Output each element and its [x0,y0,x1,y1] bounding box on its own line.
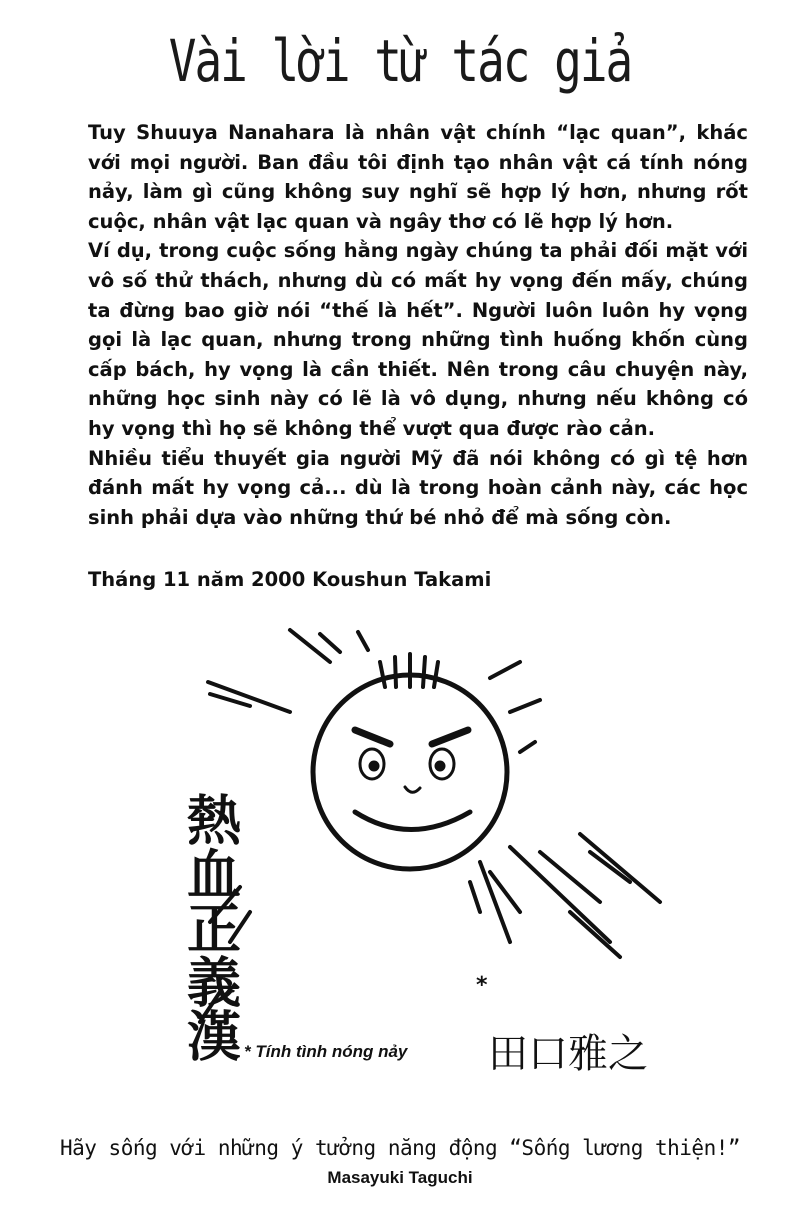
page-title: Vài lời từ tác giả [168,27,632,95]
signoff: Tháng 11 năm 2000 Koushun Takami [88,568,492,591]
motto: Hãy sống với những ý tưởng năng động “Sống lương thiện!” [59,1136,740,1160]
author-name: Masayuki Taguchi [327,1168,473,1187]
footnote: * Tính tình nóng nảy [244,1042,408,1061]
calligraphy: 熱血正義漢 [178,792,242,1062]
paragraph: Ví dụ, trong cuộc sống hằng ngày chúng ta phải đối mặt với vô số thử thách, nhưng dù có mất hy vọng đến mấy, chúng ta đừng bao giờ nói “thế là hết”. Người luôn luôn hy vọng gọi là lạc quan, nhưng trong những tình huống khốn cùng cấp bách, hy vọng là cần thiết. Nên trong câu chuyện này, những học sinh này có lẽ là vô dụng, nhưng nếu không có hy vọng thì họ sẽ không thể vượt qua được rào cản. [88,239,748,440]
author-note-body [88,118,748,532]
sun-face-illustration [178,612,690,1082]
paragraph: Tuy Shuuya Nanahara là nhân vật chính “lạc quan”, khác với mọi người. Ban đầu tôi định tạo nhân vật cá tính nóng nảy, làm gì cũng không suy nghĩ sẽ hợp lý hơn, nhưng rốt cuộc, nhân vật lạc quan và ngây thơ có lẽ hợp lý hơn. [88,121,748,233]
paragraph: Nhiều tiểu thuyết gia người Mỹ đã nói không có gì tệ hơn đánh mất hy vọng cả... dù là trong hoàn cảnh này, các học sinh phải dựa vào những thứ bé nhỏ để mà sống còn. [88,446,748,529]
signature: 田口雅之 [488,1031,648,1077]
smiling-face [313,654,507,869]
asterisk: * [476,973,488,998]
